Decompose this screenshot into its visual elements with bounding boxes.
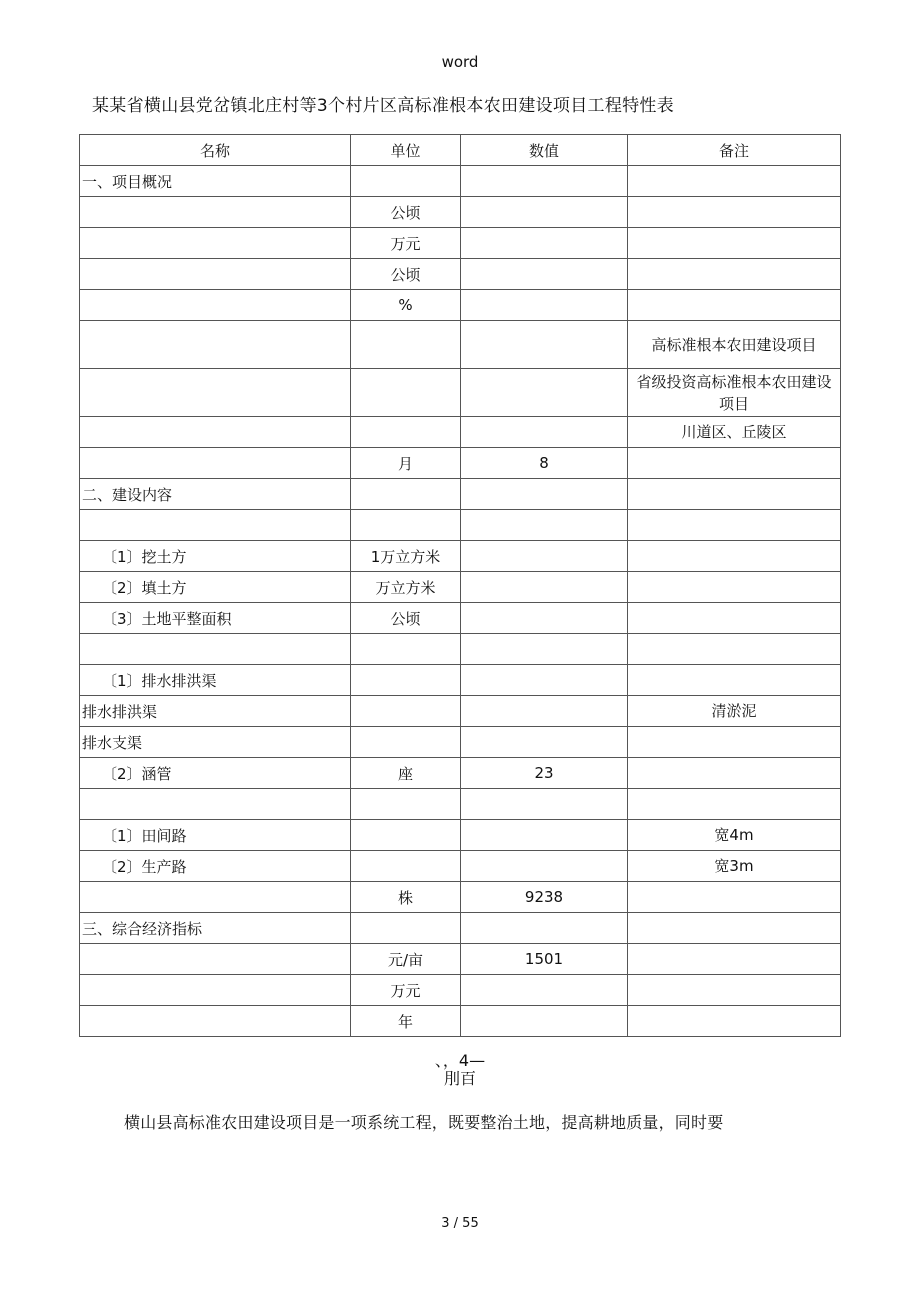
cell-unit: 万元 [351, 975, 461, 1006]
cell-name: 〔3〕土地平整面积 [80, 603, 351, 634]
cell-name [80, 975, 351, 1006]
cell-unit: % [351, 290, 461, 321]
cell-unit: 公顷 [351, 259, 461, 290]
cell-note [628, 448, 841, 479]
table-row [80, 696, 841, 727]
table-row [80, 851, 841, 882]
table-row [80, 944, 841, 975]
cell-value [461, 603, 628, 634]
cell-name [80, 228, 351, 259]
cell-value [461, 259, 628, 290]
cell-name [80, 417, 351, 448]
header-name: 名称 [80, 135, 351, 166]
table-row [80, 321, 841, 369]
cell-unit [351, 696, 461, 727]
cell-note [628, 1006, 841, 1037]
cell-name [80, 944, 351, 975]
cell-note [628, 603, 841, 634]
cell-value: 1501 [461, 944, 628, 975]
cell-unit [351, 417, 461, 448]
cell-note [628, 913, 841, 944]
body-paragraph: 横山县高标准农田建设项目是一项系统工程，既要整治土地，提高耕地质量，同时要 [124, 1113, 724, 1132]
cell-note [628, 166, 841, 197]
table-row [80, 259, 841, 290]
cell-name [80, 259, 351, 290]
table-row [80, 166, 841, 197]
artifact-line-2: 刖百 [443, 1069, 476, 1088]
cell-value [461, 166, 628, 197]
cell-name [80, 634, 351, 665]
cell-value [461, 696, 628, 727]
cell-note [628, 259, 841, 290]
cell-name [80, 1006, 351, 1037]
table-header-row [80, 135, 841, 166]
header-word: word [441, 53, 479, 71]
cell-unit: 万立方米 [351, 572, 461, 603]
cell-value [461, 321, 628, 369]
cell-unit: 年 [351, 1006, 461, 1037]
cell-note: 宽3m [628, 851, 841, 882]
cell-unit [351, 727, 461, 758]
cell-note [628, 975, 841, 1006]
table-row [80, 665, 841, 696]
cell-unit [351, 913, 461, 944]
cell-value [461, 510, 628, 541]
header-value: 数值 [461, 135, 628, 166]
cell-name [80, 448, 351, 479]
cell-note: 川道区、丘陵区 [628, 417, 841, 448]
header-note: 备注 [628, 135, 841, 166]
cell-value [461, 913, 628, 944]
cell-note: 高标准根本农田建设项目 [628, 321, 841, 369]
cell-unit [351, 369, 461, 417]
cell-unit [351, 166, 461, 197]
cell-name: 二、建设内容 [80, 479, 351, 510]
cell-value [461, 228, 628, 259]
table-row [80, 603, 841, 634]
cell-note [628, 479, 841, 510]
cell-unit: 公顷 [351, 603, 461, 634]
cell-note [628, 290, 841, 321]
cell-note [628, 727, 841, 758]
cell-value [461, 369, 628, 417]
table-row [80, 758, 841, 789]
cell-note [628, 758, 841, 789]
table-row [80, 913, 841, 944]
cell-name: 〔2〕填土方 [80, 572, 351, 603]
cell-name: 三、综合经济指标 [80, 913, 351, 944]
table-row [80, 448, 841, 479]
cell-name: 排水支渠 [80, 727, 351, 758]
table-row [80, 228, 841, 259]
cell-value [461, 665, 628, 696]
cell-note: 省级投资高标准根本农田建设项目 [628, 369, 841, 417]
cell-note: 宽4m [628, 820, 841, 851]
cell-value [461, 479, 628, 510]
cell-name: 排水排洪渠 [80, 696, 351, 727]
table-row [80, 479, 841, 510]
table-row [80, 820, 841, 851]
cell-note [628, 572, 841, 603]
cell-value [461, 851, 628, 882]
table-row [80, 975, 841, 1006]
table-row [80, 634, 841, 665]
cell-value [461, 975, 628, 1006]
spec-table [79, 134, 841, 1037]
cell-value [461, 417, 628, 448]
cell-name: 〔2〕生产路 [80, 851, 351, 882]
cell-unit: 1万立方米 [351, 541, 461, 572]
cell-value [461, 789, 628, 820]
cell-value [461, 290, 628, 321]
cell-name: 〔2〕涵管 [80, 758, 351, 789]
document-title: 某某省横山县党岔镇北庄村等3个村片区高标准根本农田建设项目工程特性表 [92, 96, 675, 116]
table-row [80, 369, 841, 417]
cell-name [80, 321, 351, 369]
cell-value: 9238 [461, 882, 628, 913]
cell-name [80, 789, 351, 820]
cell-name [80, 882, 351, 913]
cell-note [628, 228, 841, 259]
table-row [80, 417, 841, 448]
cell-note [628, 665, 841, 696]
cell-name: 〔1〕排水排洪渠 [80, 665, 351, 696]
cell-name: 〔1〕挖土方 [80, 541, 351, 572]
cell-note [628, 789, 841, 820]
cell-name: 一、项目概况 [80, 166, 351, 197]
table-row [80, 541, 841, 572]
cell-name [80, 369, 351, 417]
cell-unit: 座 [351, 758, 461, 789]
cell-unit [351, 510, 461, 541]
artifact-line-1: 、，4— [434, 1051, 486, 1070]
cell-note [628, 197, 841, 228]
cell-name [80, 290, 351, 321]
cell-name [80, 197, 351, 228]
cell-unit [351, 789, 461, 820]
cell-note [628, 944, 841, 975]
cell-value [461, 1006, 628, 1037]
cell-unit [351, 634, 461, 665]
table-row [80, 290, 841, 321]
cell-unit: 万元 [351, 228, 461, 259]
table-row [80, 572, 841, 603]
cell-note [628, 634, 841, 665]
cell-value [461, 541, 628, 572]
table-row [80, 197, 841, 228]
cell-unit [351, 479, 461, 510]
cell-note: 清淤泥 [628, 696, 841, 727]
cell-name [80, 510, 351, 541]
cell-note [628, 541, 841, 572]
table-row [80, 882, 841, 913]
cell-unit: 月 [351, 448, 461, 479]
page-number: 3 / 55 [441, 1216, 479, 1231]
overlapping-artifact-text [0, 1052, 920, 1088]
cell-unit: 元/亩 [351, 944, 461, 975]
cell-value [461, 820, 628, 851]
cell-unit [351, 321, 461, 369]
cell-unit [351, 665, 461, 696]
cell-value [461, 634, 628, 665]
cell-value: 8 [461, 448, 628, 479]
cell-note [628, 882, 841, 913]
table-row [80, 789, 841, 820]
cell-value [461, 572, 628, 603]
table-row [80, 510, 841, 541]
cell-unit [351, 851, 461, 882]
cell-unit: 株 [351, 882, 461, 913]
cell-note [628, 510, 841, 541]
cell-value [461, 727, 628, 758]
cell-value [461, 197, 628, 228]
header-unit: 单位 [351, 135, 461, 166]
table-row [80, 1006, 841, 1037]
table-row [80, 727, 841, 758]
cell-name: 〔1〕田间路 [80, 820, 351, 851]
cell-value: 23 [461, 758, 628, 789]
cell-unit [351, 820, 461, 851]
cell-unit: 公顷 [351, 197, 461, 228]
